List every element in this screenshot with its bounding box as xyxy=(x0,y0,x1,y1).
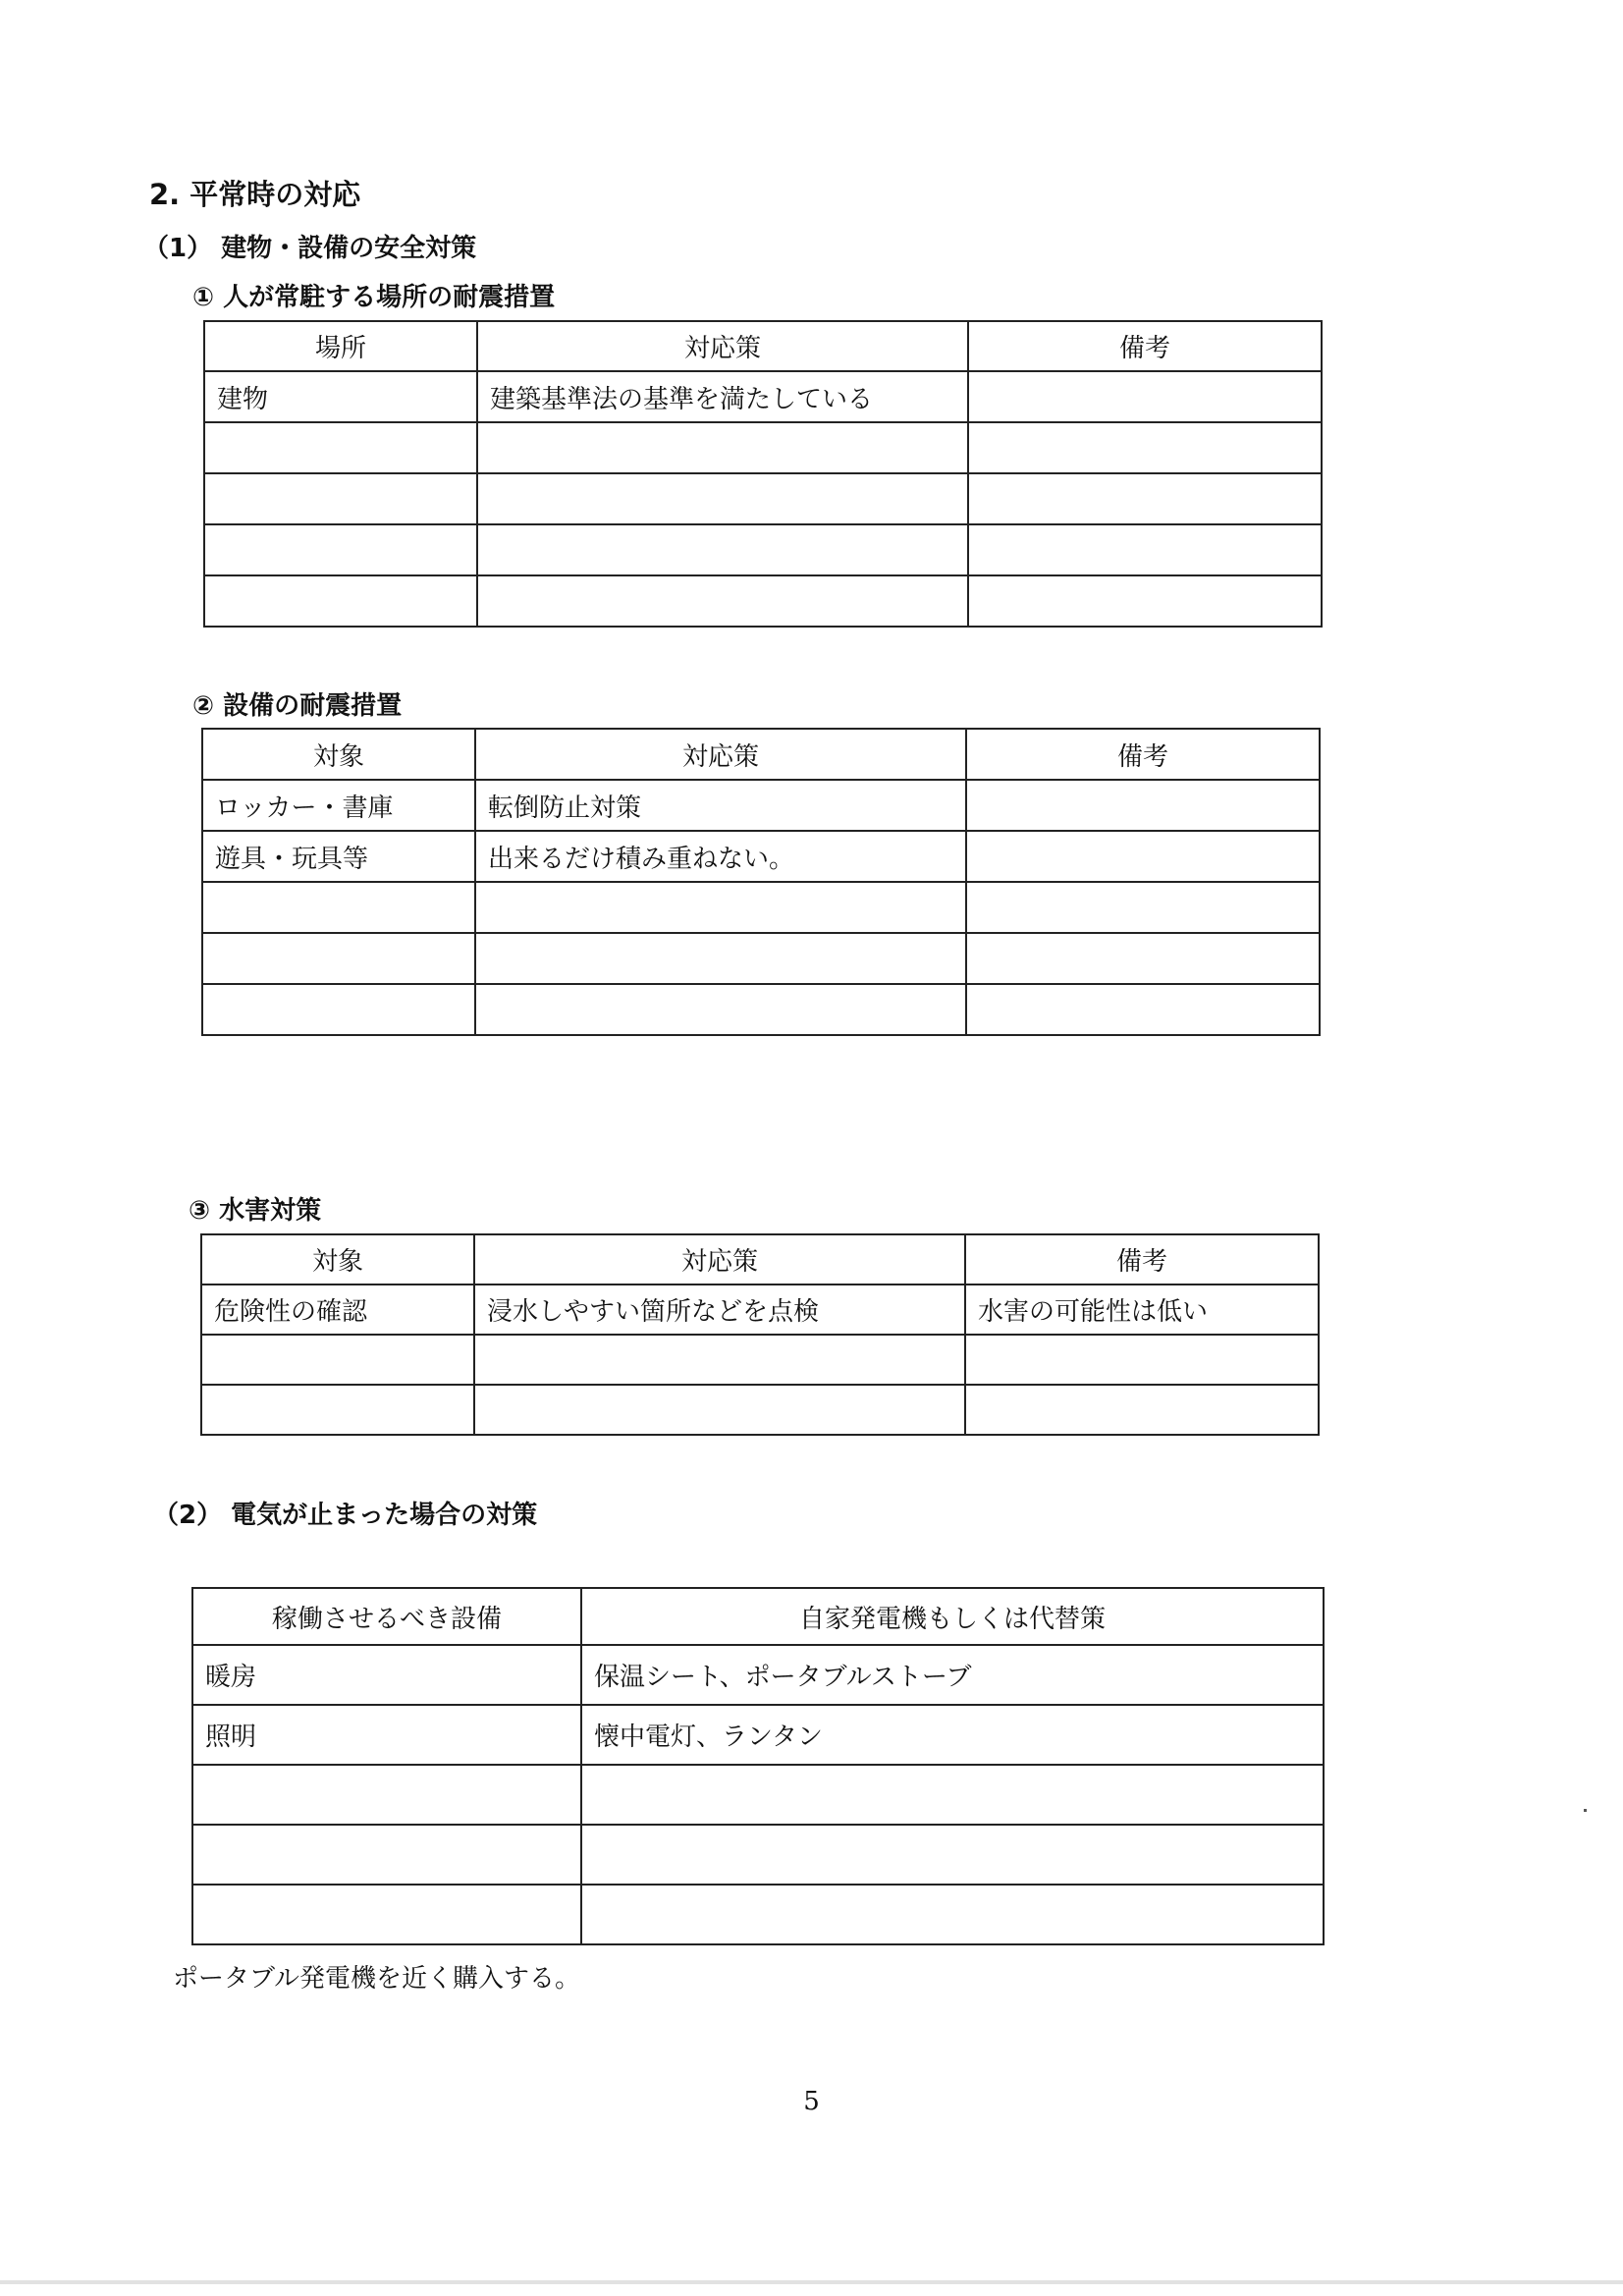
table-cell xyxy=(192,1885,581,1944)
header-cell: 稼働させるべき設備 xyxy=(192,1588,581,1645)
table-cell xyxy=(966,780,1320,831)
table-row xyxy=(204,422,1322,473)
table-row xyxy=(204,524,1322,575)
table-cell xyxy=(966,984,1320,1035)
table-row xyxy=(204,575,1322,627)
table-cell xyxy=(192,1825,581,1885)
table-row xyxy=(201,1285,1319,1335)
power-outage-note: ポータブル発電機を近く購入する。 xyxy=(173,1964,580,1994)
table-cell xyxy=(581,1885,1324,1944)
table-cell xyxy=(965,1385,1319,1435)
table-cell xyxy=(966,831,1320,882)
table-row xyxy=(192,1645,1324,1705)
table-cell: 保温シート、ポータブルストーブ xyxy=(581,1645,1324,1705)
table-cell xyxy=(477,473,968,524)
subsection-title-power-outage: （2） 電気が止まった場合の対策 xyxy=(153,1501,538,1530)
table-cell xyxy=(965,1335,1319,1385)
table-cell xyxy=(201,1335,474,1385)
table-header-row xyxy=(201,1234,1319,1285)
seismic-occupied-table xyxy=(203,320,1323,628)
table-cell: 出来るだけ積み重ねない。 xyxy=(475,831,966,882)
table-cell xyxy=(192,1765,581,1825)
table-cell xyxy=(204,473,477,524)
table-cell xyxy=(474,1385,965,1435)
table-cell xyxy=(968,575,1322,627)
table-cell: 建築基準法の基準を満たしている xyxy=(477,371,968,422)
table-cell xyxy=(966,882,1320,933)
header-cell: 備考 xyxy=(965,1234,1319,1285)
table-header-row xyxy=(192,1588,1324,1645)
table-row xyxy=(204,473,1322,524)
table-cell xyxy=(202,933,475,984)
table-cell xyxy=(581,1825,1324,1885)
table-cell: 建物 xyxy=(204,371,477,422)
scan-speck xyxy=(1584,1809,1587,1812)
flood-measures-table xyxy=(200,1233,1320,1436)
table-cell: ロッカー・書庫 xyxy=(202,780,475,831)
header-cell: 備考 xyxy=(966,729,1320,780)
header-cell: 備考 xyxy=(968,321,1322,371)
table-row xyxy=(192,1705,1324,1765)
table-row xyxy=(192,1885,1324,1944)
table-cell xyxy=(968,524,1322,575)
table-row xyxy=(202,984,1320,1035)
header-cell: 対応策 xyxy=(474,1234,965,1285)
table-cell xyxy=(477,422,968,473)
table-row xyxy=(202,882,1320,933)
header-cell: 対象 xyxy=(202,729,475,780)
table-cell xyxy=(475,984,966,1035)
table-cell xyxy=(202,984,475,1035)
table-cell xyxy=(966,933,1320,984)
power-outage-table xyxy=(191,1587,1325,1945)
table-cell xyxy=(475,933,966,984)
table-cell xyxy=(477,575,968,627)
table-cell: 暖房 xyxy=(192,1645,581,1705)
table-cell xyxy=(204,575,477,627)
page-number: 5 xyxy=(803,2087,820,2116)
section-title: 2. 平常時の対応 xyxy=(149,178,361,211)
table-cell: 遊具・玩具等 xyxy=(202,831,475,882)
table-cell xyxy=(968,371,1322,422)
table-row xyxy=(202,780,1320,831)
header-cell: 自家発電機もしくは代替策 xyxy=(581,1588,1324,1645)
header-cell: 対象 xyxy=(201,1234,474,1285)
table-cell: 水害の可能性は低い xyxy=(965,1285,1319,1335)
equipment-seismic-table xyxy=(201,728,1321,1036)
table-cell xyxy=(204,524,477,575)
table-cell: 照明 xyxy=(192,1705,581,1765)
table-cell xyxy=(477,524,968,575)
table-cell xyxy=(475,882,966,933)
table-cell: 危険性の確認 xyxy=(201,1285,474,1335)
table-cell xyxy=(581,1765,1324,1825)
scan-edge-divider xyxy=(0,2280,1623,2284)
item-title-equipment-seismic: ② 設備の耐震措置 xyxy=(192,691,403,721)
header-cell: 対応策 xyxy=(475,729,966,780)
table-row xyxy=(204,371,1322,422)
header-cell: 対応策 xyxy=(477,321,968,371)
header-cell: 場所 xyxy=(204,321,477,371)
item-title-flood-measures: ③ 水害対策 xyxy=(189,1196,322,1226)
subsection-title-building-safety: （1） 建物・設備の安全対策 xyxy=(143,234,477,263)
table-cell: 転倒防止対策 xyxy=(475,780,966,831)
table-cell: 浸水しやすい箇所などを点検 xyxy=(474,1285,965,1335)
table-header-row xyxy=(204,321,1322,371)
table-cell xyxy=(204,422,477,473)
table-cell xyxy=(968,422,1322,473)
table-cell xyxy=(474,1335,965,1385)
table-row xyxy=(202,933,1320,984)
table-cell xyxy=(201,1385,474,1435)
table-header-row xyxy=(202,729,1320,780)
table-cell: 懐中電灯、ランタン xyxy=(581,1705,1324,1765)
table-cell xyxy=(202,882,475,933)
table-row xyxy=(201,1385,1319,1435)
table-row xyxy=(201,1335,1319,1385)
table-cell xyxy=(968,473,1322,524)
table-row xyxy=(192,1825,1324,1885)
table-row xyxy=(192,1765,1324,1825)
table-row xyxy=(202,831,1320,882)
item-title-seismic-occupied: ① 人が常駐する場所の耐震措置 xyxy=(192,283,556,312)
